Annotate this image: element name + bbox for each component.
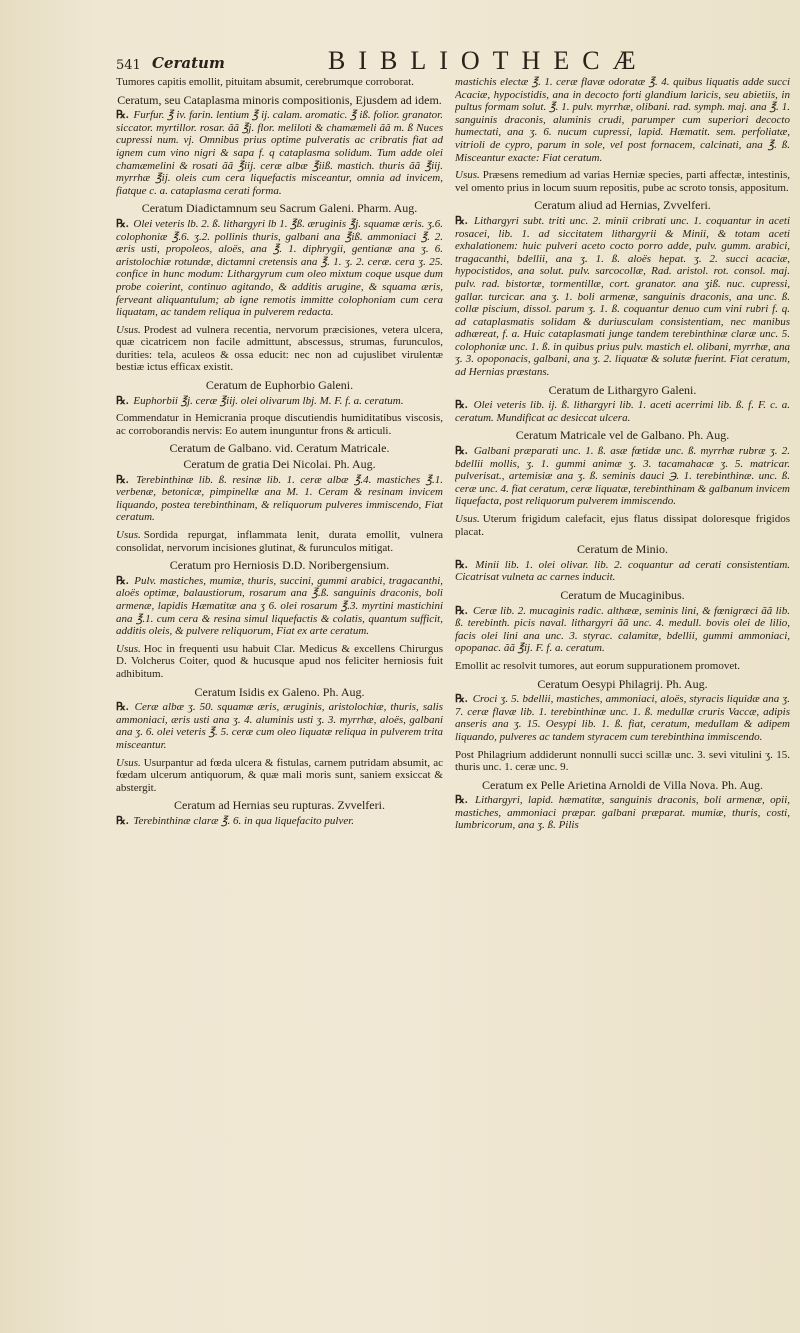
- entry-heading: Ceratum Matricale vel de Galbano. Ph. Aug.: [515, 428, 730, 443]
- usage-paragraph: [116, 643, 443, 681]
- recipe-paragraph: [455, 399, 790, 424]
- usage-text: Emollit ac resolvit tumores, aut eorum suppurationem promovet.: [455, 659, 741, 672]
- recipe-paragraph: [116, 109, 443, 197]
- entry-heading: Ceratum de Mucaginibus.: [560, 587, 685, 602]
- usage-text: Post Philagrium addiderunt nonnulli succi scillæ unc. 3. sevi vitulini ʒ. 15. thuris unc. 1. ceræ unc. 9.: [455, 748, 790, 774]
- recipe-symbol: ℞.: [455, 693, 468, 706]
- recipe-text: Furfur. ℥ iv. farin. lentium ℥ ij. calam. aromatic. ℥ iß. folior. granator. siccator. myrtillor. rosar. ãã ℥j. flor. meliloti & chamæmeli ãã m. ß Nuces cupressi num. vj. Omnibus prius optime pulveratis ac cribratis fiat ad ignem cum vino nigri & sapa f. q cataplasma solidum. Tum adde olei chamæmelini & rosati ãã ℥iij. ceræ albæ ℥iiß. mastich. thuris ãã ℥iij. myrrhæ ℥ij. oleis cum cera liquefactis misceantur, omnia ad invicem, fiatque c. a. cataplasma cerati forma.: [116, 109, 443, 197]
- recipe-paragraph: [116, 815, 443, 828]
- recipe-text: Lithargyri, lapid. hæmatitæ, sanguinis draconis, boli armenæ, opii, mastiches, ammoniaci præpar. galbani præparat. mumiæ, thuris, costi, lumbricorum, ana ʒ. ß. Pilis: [455, 794, 790, 832]
- recipe-text: Olei veteris lb. 2. ß. lithargyri lb 1. ℥ß. æruginis ℥j. squamæ æris. ʒ.6. colophoniæ ℥.6. ʒ.2. pollinis thuris, galbani ana ℥iß. ammoniaci ℥. 2. æris usti, propoleos, aloës, ana ℥. 1. diphrygii, gentianæ ana ʒ. 6. aristolochiæ rotundæ, dictamni cretensis ana ℥. 1. ʒ. 2. ceræ. cera ʒ. 25. confice in hunc modum: Lithargyrum cum oleo mixtum coque usque dum probe coierint, continuo agitando, & additis arugine, & squama æris, ferveant aliquantulum; ab igne remotis immitte colophoniam cum cera liquatam, ac tandem reliqua in pulverem redacta.: [116, 217, 443, 319]
- recipe-text: mastichis electæ ℥. 1. ceræ flavæ odoratæ ℥. 4. quibus liquatis adde succi Acaciæ, hypocistidis, ana in decocto forti glandium laricis, seu abietiis, in pultus formam solut. ℥. 1. pulv. myrrhæ, olibani. rad. symph. maj. ana ℥. 1. sanguinis draconis, aluminis crudi, parumper cum superiori decocto humectati, ana ʒ. 6. nucum cupressi, lapid. Hæmatit. sem. perfoliatæ, vitrioli de cypro, parum in sole, vel post fornacem, calcinati, ana ℥. ß. Misceantur exacte: Fiat ceratum.: [455, 76, 790, 164]
- recipe-text: Galbani præparati unc. 1. ß. asæ fœtidæ unc. ß. myrrhæ rubræ ʒ. 2. bdellii mollis, ʒ. 1. gummi animæ ʒ. 3. tacamahacæ ʒ. 5. matricar. pulverisat., artemisiæ ana ʒ. ß. seminis dauci ℈. 1. terebinthinæ. unc. ß. ceræ unc. 4. fiat ceratum, ceræ liquatæ, terebinthinam & galbanum invicem liquefacta, post reliquorum pulverem immiscendo.: [455, 445, 790, 508]
- usage-paragraph: [116, 324, 443, 374]
- recipe-paragraph: [116, 218, 443, 319]
- usage-paragraph: [116, 529, 443, 554]
- recipe-paragraph: [455, 76, 790, 164]
- usage-text: Tumores capitis emollit, pituitam absumit, cerebrumque corroborat.: [116, 76, 415, 88]
- recipe-text: Olei veteris lib. ij. ß. lithargyri lib. 1. aceti acerrimi lib. ß. f. F. c. a. ceratum. Mundificat ac desiccat ulcera.: [455, 399, 790, 424]
- entry-heading: Ceratum Oesypi Philagrij. Ph. Aug.: [537, 676, 708, 691]
- recipe-symbol: ℞.: [455, 399, 468, 412]
- recipe-text: Minii lib. 1. olei olivar. lib. 2. coquantur ad cerati consistentiam. Cicatrisat vulneta ac carnes inducit.: [455, 558, 790, 584]
- recipe-text: Terebinthinæ lib. ß. resinæ lib. 1. ceræ albæ ℥.4. mastiches ℥.1. verbenæ, betonicæ, pimpinellæ ana M. 1. Ceram & resinam invicem liquando, postea terebinthinam, & reliquorum pulveres immiscendo, Fiat ceratum.: [116, 473, 443, 524]
- recipe-symbol: ℞.: [116, 394, 129, 407]
- recipe-text: Croci ʒ. 5. bdellii, mastiches, ammoniaci, aloës, styracis liquidæ ana ʒ. 7. ceræ flavæ lib. 1. terebinthinæ unc. 1. ß. medullæ cruris Vaccæ, adipis anseris ana ʒ. 15. Oesypi lib. 1. ß. fiat, ceratum, medullam & adipem liquando, pulveres ac tandem styracem cum terebinthina immiscendo.: [455, 693, 790, 743]
- recipe-text: Ceræ albæ ʒ. 50. squamæ æris, æruginis, aristolochiæ, thuris, salis ammoniaci, æris usti ana ʒ. 4. aluminis usti ʒ. 3. myrrhæ, aloës, galbani ana ʒ. 6. olei veteris ℥. 5. ceræ cum oleo liquatæ reliqua in pulverem trita misceantur.: [116, 701, 443, 751]
- page-number: 541: [116, 58, 141, 73]
- recipe-text: Terebinthinæ claræ ℥. 6. in qua liquefacito pulver.: [133, 814, 355, 827]
- running-headword: Ceratum: [152, 54, 225, 72]
- running-title: BIBLIOTHECÆ: [328, 46, 649, 75]
- recipe-text: Ceræ lib. 2. mucaginis radic. althææ, seminis lini, & fœnigræci ãã lib. ß. terebinth. picis naval. lithargyri ãã unc. 4. medull. bovis olei de lilio, facis olei lini ana unc. 3. styrac. calamitæ, bdellii, gummi ammoniaci, opopanac. ãã ℥ij. F. f. a. ceratum.: [455, 604, 790, 655]
- recipe-paragraph: [116, 575, 443, 638]
- entry-heading: Ceratum Isidis ex Galeno. Ph. Aug.: [194, 684, 365, 699]
- entry-heading: Ceratum aliud ad Hernias, Zvvelferi.: [534, 198, 711, 213]
- entry-heading: Ceratum de gratia Dei Nicolai. Ph. Aug.: [183, 457, 376, 472]
- usage-text: Sordida repurgat, inflammata lenit, durata emollit, vulnera consolidat, nervorum incisiones glutinat, & furunculos mitigat.: [116, 529, 443, 554]
- recipe-paragraph: [455, 605, 790, 655]
- usage-text: Commendatur in Hemicrania proque discutiendis humiditatibus viscosis, ac corroborandis nervis: Eo autem inunguntur frons & articuli.: [116, 412, 443, 437]
- recipe-paragraph: [455, 215, 790, 379]
- entry-heading: Ceratum de Euphorbio Galeni.: [205, 378, 354, 393]
- recipe-symbol: ℞.: [455, 558, 468, 571]
- usage-paragraph: [116, 412, 443, 437]
- entry-heading: Ceratum, seu Cataplasma minoris compositionis, Ejusdem ad idem.: [117, 92, 442, 107]
- recipe-symbol: ℞.: [455, 794, 468, 807]
- recipe-paragraph: [455, 693, 790, 743]
- usage-label: Usus.: [116, 642, 141, 655]
- usage-text: Prodest ad vulnera recentia, nervorum præcisiones, vetera ulcera, quæ cicatricem non facile admittunt, abscessus, strumas, furunculos, durities: tela, aculeos & ossa educit: nec non ad cujuslibet virulentæ bestiæ ictus efficax existit.: [116, 323, 443, 374]
- recipe-symbol: ℞.: [455, 214, 468, 227]
- recipe-paragraph: [455, 445, 790, 508]
- recipe-text: Pulv. mastiches, mumiæ, thuris, succini, gummi arabici, tragacanthi, aloës optimæ, balaustiorum, rosarum ana ℥.ß. sanguinis draconis, boli armenæ, lapidis Hæmatitæ ana ʒ 6. olei rosarum ℥.3. myrtini mastichini ana ℥.1. cum cera & resina simul liquefactis & colatis, quantum sufficit, additis oleis, & pulvere reliquorum, Fiat ex arte ceratum.: [116, 574, 443, 638]
- entry-heading: Ceratum ex Pelle Arietina Arnoldi de Villa Nova. Ph. Aug.: [481, 777, 763, 792]
- recipe-paragraph: [455, 794, 790, 832]
- usage-text: Hoc in frequenti usu habuit Clar. Medicus & excellens Chirurgus D. Volcherus Coiter, quod & hucusque apud nos feliciter herniosis fuit adhibitum.: [116, 642, 443, 680]
- entry-heading: Ceratum pro Herniosis D.D. Noribergensium.: [169, 558, 390, 573]
- recipe-paragraph: [116, 395, 443, 408]
- page-header: [116, 40, 770, 80]
- recipe-paragraph: [455, 559, 790, 584]
- usage-paragraph: [455, 660, 790, 673]
- usage-paragraph: [455, 513, 790, 538]
- recipe-paragraph: [116, 701, 443, 751]
- recipe-symbol: ℞.: [116, 109, 129, 122]
- usage-label: Usus.: [116, 529, 141, 541]
- recipe-text: Lithargyri subt. triti unc. 2. minii cribrati unc. 1. coquantur in aceti rosacei, lib. 1. ad siccitatem lithargyrii & Minii, & totam aceti exhalationem: huic pulveri aceto cocto porro adde, pulv. gumm. arabici, tragacanthi, bdellii, ana ʒ. 1. ß. aloës hepat. ʒ. 2. succi acaciæ, hypocistidos, ana solut. pulv. sarcocollæ, Rad. aristol. rot. consol. maj. pulv. rad. bistortæ, tormentillæ, cort. granator. ana ʒiß. nuc. cupressi, gallar. turcicar. ana ʒ. 1. boli armenæ, sanguinis draconis, ana unc. ß. collæ piscium, dissol. parum ʒ. 1. ß. coquantur denuo cum vini rubri f. q. ad cataplasmatis solidam & duriusculam consistentiam, nec manibus adhæreat, f. a. Huic cataplasmati junge tandem terebinthinæ claræ unc. 5. colophoniæ unc. 1. ß. in quibus prius pulv. mastich el. olibani, myrrhæ, ana ʒ. 3. opoponacis, galbani, ana ʒ. 2. liquatæ & solutæ fuerint. Fiat ceratum, ad Hernias præstans.: [455, 214, 790, 379]
- usage-label: Usus.: [116, 756, 141, 769]
- recipe-symbol: ℞.: [116, 574, 129, 587]
- entry-heading: Ceratum de Lithargyro Galeni.: [548, 382, 697, 397]
- usage-paragraph: [455, 749, 790, 774]
- recipe-symbol: ℞.: [116, 814, 129, 827]
- recipe-symbol: ℞.: [116, 701, 129, 714]
- usage-paragraph: [116, 76, 443, 89]
- recipe-symbol: ℞.: [116, 217, 129, 230]
- recipe-symbol: ℞.: [455, 445, 468, 458]
- usage-text: Usurpantur ad fœda ulcera & fistulas, carnem putridam absumit, ac fœdam ulcerum antiquorum, & quæ mali moris sunt, saniem exsiccat & abstergit.: [116, 756, 443, 794]
- entry-heading: Ceratum de Minio.: [577, 542, 668, 557]
- usage-label: Usus.: [455, 169, 480, 182]
- recipe-symbol: ℞.: [455, 604, 468, 617]
- usage-text: Præsens remedium ad varias Herniæ species, parti affectæ, intestinis, vel omento prius in locum suum repositis, pube ac scroto tonsis, appositum.: [455, 169, 790, 194]
- usage-label: Usus.: [455, 513, 480, 525]
- recipe-symbol: ℞.: [116, 473, 129, 486]
- usage-label: Usus.: [116, 323, 141, 336]
- entry-heading: Ceratum Diadictamnum seu Sacrum Galeni. Pharm. Aug.: [141, 201, 418, 216]
- recipe-paragraph: [116, 474, 443, 524]
- recipe-text: Euphorbii ℥j. ceræ ℥iij. olei olivarum lbj. M. F. f. a. ceratum.: [133, 394, 404, 407]
- entry-heading: Ceratum de Galbano. vid. Ceratum Matricale.: [169, 441, 390, 456]
- usage-paragraph: [116, 757, 443, 795]
- right-column: [455, 76, 790, 1313]
- usage-paragraph: [455, 169, 790, 194]
- entry-heading: Ceratum ad Hernias seu rupturas. Zvvelferi.: [174, 798, 385, 813]
- usage-text: Uterum frigidum calefacit, ejus flatus dissipat doloresque frigidos placat.: [455, 513, 790, 538]
- left-column: [116, 76, 443, 1313]
